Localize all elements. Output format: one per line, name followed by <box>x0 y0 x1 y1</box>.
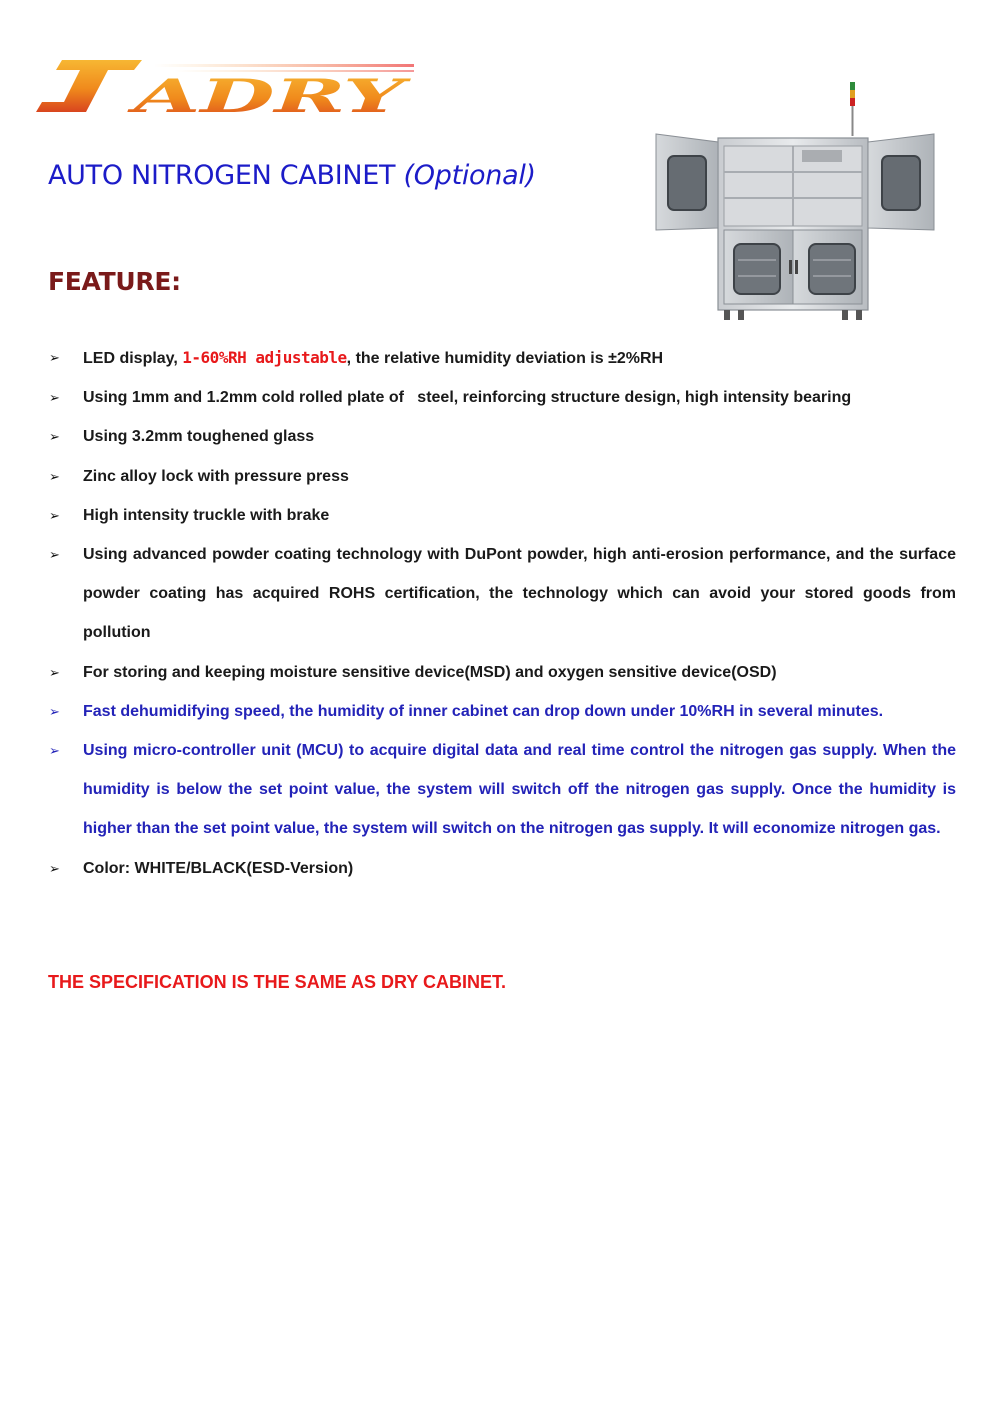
arrow-bullet-icon: ➢ <box>49 429 60 445</box>
arrow-bullet-icon: ➢ <box>49 507 60 523</box>
arrow-bullet-icon: ➢ <box>49 547 60 563</box>
title-optional: (Optional) <box>403 160 536 191</box>
specification-note: THE SPECIFICATION IS THE SAME AS DRY CABINET. <box>48 972 507 992</box>
feature-item: ➢ Using 1mm and 1.2mm cold rolled plate of steel, reinforcing structure design, high intensity bearing <box>48 378 956 417</box>
feature-item: ➢ For storing and keeping moisture sensitive device(MSD) and oxygen sensitive device(OSD) <box>48 653 956 692</box>
feature-heading: FEATURE: <box>48 267 181 296</box>
feature-item: ➢ High intensity truckle with brake <box>48 496 956 535</box>
feature-item: ➢ Fast dehumidifying speed, the humidity of inner cabinet can drop down under 10%RH in several minutes. <box>48 692 956 731</box>
feature-item: ➢ Using advanced powder coating technology with DuPont powder, high anti-erosion performance, and the surface powder coating has acquired ROHS certification, the technology which can avoid your stored goods from pollution <box>48 535 956 653</box>
page-title <box>48 160 536 191</box>
arrow-bullet-icon: ➢ <box>49 390 60 406</box>
arrow-bullet-icon: ➢ <box>49 703 60 719</box>
feature-item: ➢ Zinc alloy lock with pressure press <box>48 457 956 496</box>
arrow-bullet-icon: ➢ <box>49 468 60 484</box>
feature-item: ➢ LED display, 1-60%RH adjustable, the relative humidity deviation is ±2%RH <box>48 338 956 378</box>
feature-item: ➢ Using 3.2mm toughened glass <box>48 417 956 456</box>
feature-item: ➢ Using micro-controller unit (MCU) to acquire digital data and real time control the nitrogen gas supply. When the humidity is below the set point value, the system will switch off the nitrogen gas supply. Once the humidity is higher than the set point value, the system will switch on the nitrogen gas supply. It will economize nitrogen gas. <box>48 731 956 849</box>
iadry-logo <box>34 56 414 116</box>
arrow-bullet-icon: ➢ <box>49 350 60 365</box>
feature-item: ➢ Color: WHITE/BLACK(ESD-Version) <box>48 849 956 888</box>
arrow-bullet-icon: ➢ <box>49 860 60 876</box>
cabinet-photo <box>652 80 938 330</box>
arrow-bullet-icon: ➢ <box>49 664 60 680</box>
arrow-bullet-icon: ➢ <box>49 743 60 759</box>
title-main: AUTO NITROGEN CABINET <box>48 160 396 191</box>
feature-list <box>48 338 956 888</box>
svg-text:ADRY: ADRY <box>126 69 412 116</box>
humidity-range-highlight: 1-60%RH adjustable <box>182 348 347 367</box>
